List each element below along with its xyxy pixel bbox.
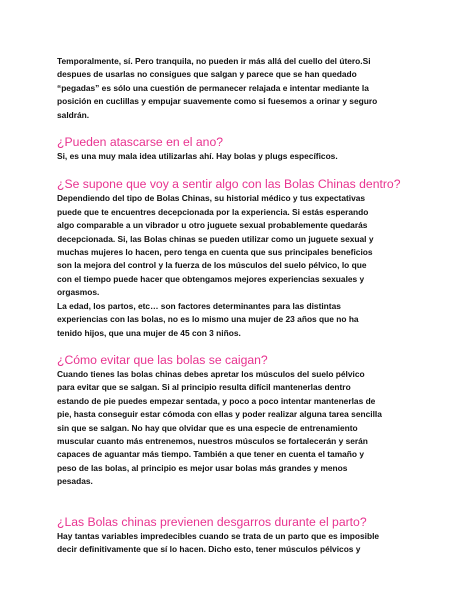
section-heading-sentir-algo: ¿Se supone que voy a sentir algo con las Bolas Chinas dentro? (57, 177, 401, 192)
section-body-evitar-caigan: Cuando tienes las bolas chinas debes apretar los músculos del suelo pélvico para evitar que se salgan. Si al principio resulta difícil mantenerlas dentro estando de pie puedes empezar sentada, y poco a poco intentar mantenerlas de pie, hasta conseguir estar cómoda con ellas y poder realizar alguna tarea sencilla sin que se salgan. No hay que olvidar que es una especie de entrenamiento muscular cuanto más entrenemos, nuestros músculos se fortalecerán y serán capaces de aguantar más tiempo. También a que tener en cuenta el tamaño y peso de las bolas, al principio es mejor usar bolas más grandes y menos pesadas. (57, 368, 382, 487)
section-body-desgarros-parto: Hay tantas variables impredecibles cuando se trata de un parto que es imposible decir definitivamente que sí lo hacen. Dicho esto, tener músculos pélvicos y (57, 530, 380, 554)
section-heading-evitar-caigan: ¿Cómo evitar que las bolas se caigan? (57, 352, 268, 367)
document-page (57, 55, 417, 556)
section-body-sentir-algo: Dependiendo del tipo de Bolas Chinas, su historial médico y tus expectativas puede que te encuentres decepcionada por la experiencia. Si estás esperando algo comparable a un vibrador u otro juguete sexual probablemente quedarás decepcionada. Si, las Bolas chinas se pueden utilizar como un juguete sexual y muchas mujeres lo hacen, pero tenga en cuenta que sus principales beneficios son la mejora del control y la fuerza de los músculos del suelo pélvico, lo que con el tiempo puede hacer que obtengamos mejores experiencias sexuales y orgasmos. La edad, los partos, etc… son factores determinantes para las distintas experiencias con las bolas, no es lo mismo una mujer de 23 años que no ha tenido hijos, que una mujer de 45 con 3 niños. (57, 193, 374, 338)
section-body-atascarse-ano: Si, es una muy mala idea utilizarlas ahí. Hay bolas y plugs específicos. (57, 151, 338, 162)
section-heading-desgarros-parto: ¿Las Bolas chinas previenen desgarros durante el parto? (57, 514, 367, 529)
section-heading-atascarse-ano: ¿Pueden atascarse en el ano? (57, 135, 224, 150)
intro-paragraph: Temporalmente, sí. Pero tranquila, no pueden ir más allá del cuello del útero.Si despues de usarlas no consigues que salgan y parece que se han quedado “pegadas” es sólo una cuestión de permanecer relajada e intentar mediante la posición en cuclillas y empujar suavemente como si fuesemos a orinar y seguro saldrán. (57, 56, 378, 120)
